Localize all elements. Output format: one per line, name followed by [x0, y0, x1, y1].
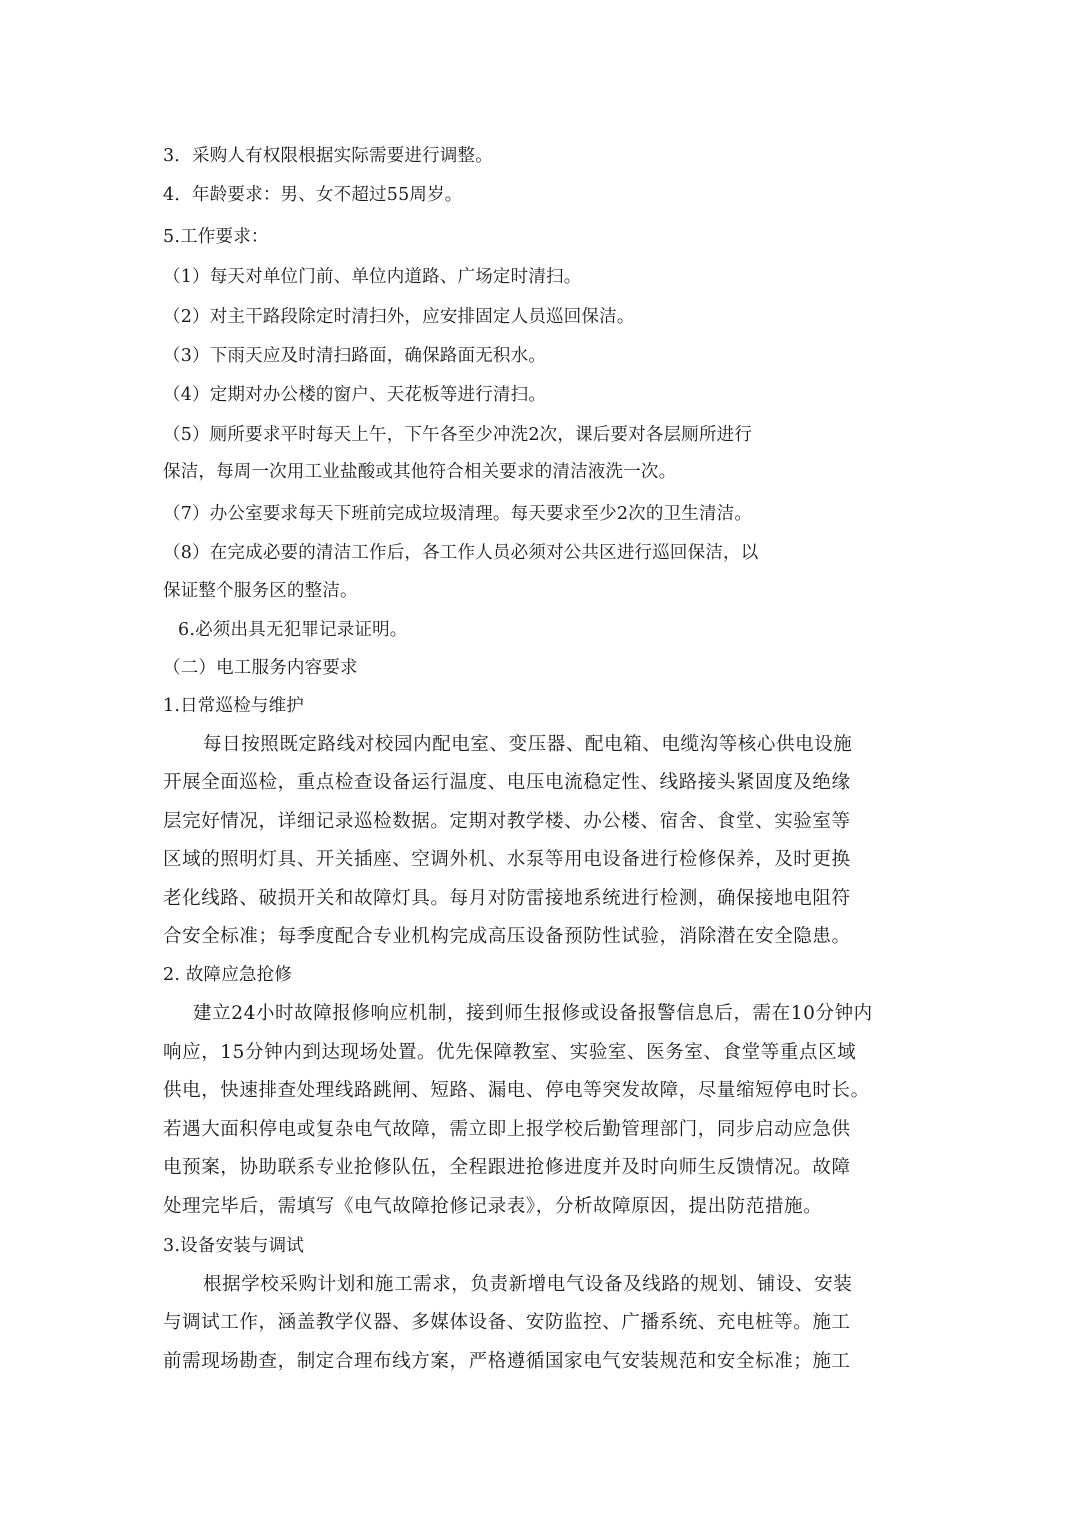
text-line: （3）下雨天应及时清扫路面，确保路面无积水。: [163, 346, 547, 366]
text-line: （8）在完成必要的清洁工作后，各工作人员必须对公共区进行巡回保洁，以: [163, 543, 759, 563]
text-line: （5）厕所要求平时每天上午，下午各至少冲洗2次，课后要对各层厕所进行: [163, 425, 753, 445]
text-line: 合安全标准；每季度配合专业机构完成高压设备预防性试验，消除潜在安全隐患。: [163, 926, 851, 947]
subsection-heading: 2. 故障应急抢修: [163, 965, 293, 985]
text-line: 保证整个服务区的整洁。: [163, 581, 358, 601]
text-line: （2）对主干路段除定时清扫外，应安排固定人员巡回保洁。: [163, 307, 635, 327]
text-line: 前需现场勘查，制定合理布线方案，严格遵循国家电气安装规范和安全标准；施工: [163, 1351, 851, 1372]
section-heading: （二）电工服务内容要求: [163, 658, 358, 678]
text-line: 电预案，协助联系专业抢修队伍，全程跟进抢修进度并及时向师生反馈情况。故障: [163, 1157, 851, 1178]
subsection-heading: 3.设备安装与调试: [163, 1236, 304, 1256]
text-line: 层完好情况，详细记录巡检数据。定期对教学楼、办公楼、宿舍、食堂、实验室等: [163, 811, 851, 832]
text-line: 每日按照既定路线对校园内配电室、变压器、配电箱、电缆沟等核心供电设施: [203, 734, 853, 755]
text-line: 响应，15分钟内到达现场处置。优先保障教室、实验室、医务室、食堂等重点区域: [163, 1042, 857, 1063]
text-line: 若遇大面积停电或复杂电气故障，需立即上报学校后勤管理部门，同步启动应急供: [163, 1119, 851, 1140]
text-line: 建立24小时故障报修响应机制，接到师生报修或设备报警信息后，需在10分钟内: [193, 1003, 873, 1024]
text-line: 4．年龄要求：男、女不超过55周岁。: [163, 185, 463, 205]
text-line: 开展全面巡检，重点检查设备运行温度、电压电流稳定性、线路接头紧固度及绝缘: [163, 772, 851, 793]
text-line: 老化线路、破损开关和故障灯具。每月对防雷接地系统进行检测，确保接地电阻符: [163, 888, 851, 909]
text-line: 根据学校采购计划和施工需求，负责新增电气设备及线路的规划、铺设、安装: [203, 1274, 853, 1295]
text-line: （7）办公室要求每天下班前完成垃圾清理。每天要求至少2次的卫生清洁。: [163, 504, 753, 524]
text-line: 5.工作要求：: [163, 227, 269, 247]
subsection-heading: 1.日常巡检与维护: [163, 696, 304, 716]
text-line: （1）每天对单位门前、单位内道路、广场定时清扫。: [163, 267, 582, 287]
text-line: 3．采购人有权限根据实际需要进行调整。: [163, 146, 493, 166]
text-line: 供电，快速排查处理线路跳闸、短路、漏电、停电等突发故障，尽量缩短停电时长。: [163, 1080, 870, 1101]
text-line: 处理完毕后，需填写《电气故障抢修记录表》，分析故障原因，提出防范措施。: [163, 1196, 823, 1217]
text-line: （4）定期对办公楼的窗户、天花板等进行清扫。: [163, 385, 547, 405]
text-line: 6.必须出具无犯罪记录证明。: [178, 620, 408, 640]
text-line: 与调试工作，涵盖教学仪器、多媒体设备、安防监控、广播系统、充电桩等。施工: [163, 1312, 851, 1333]
text-line: 保洁，每周一次用工业盐酸或其他符合相关要求的清洁液洗一次。: [163, 462, 677, 482]
text-line: 区域的照明灯具、开关插座、空调外机、水泵等用电设备进行检修保养，及时更换: [163, 849, 851, 870]
